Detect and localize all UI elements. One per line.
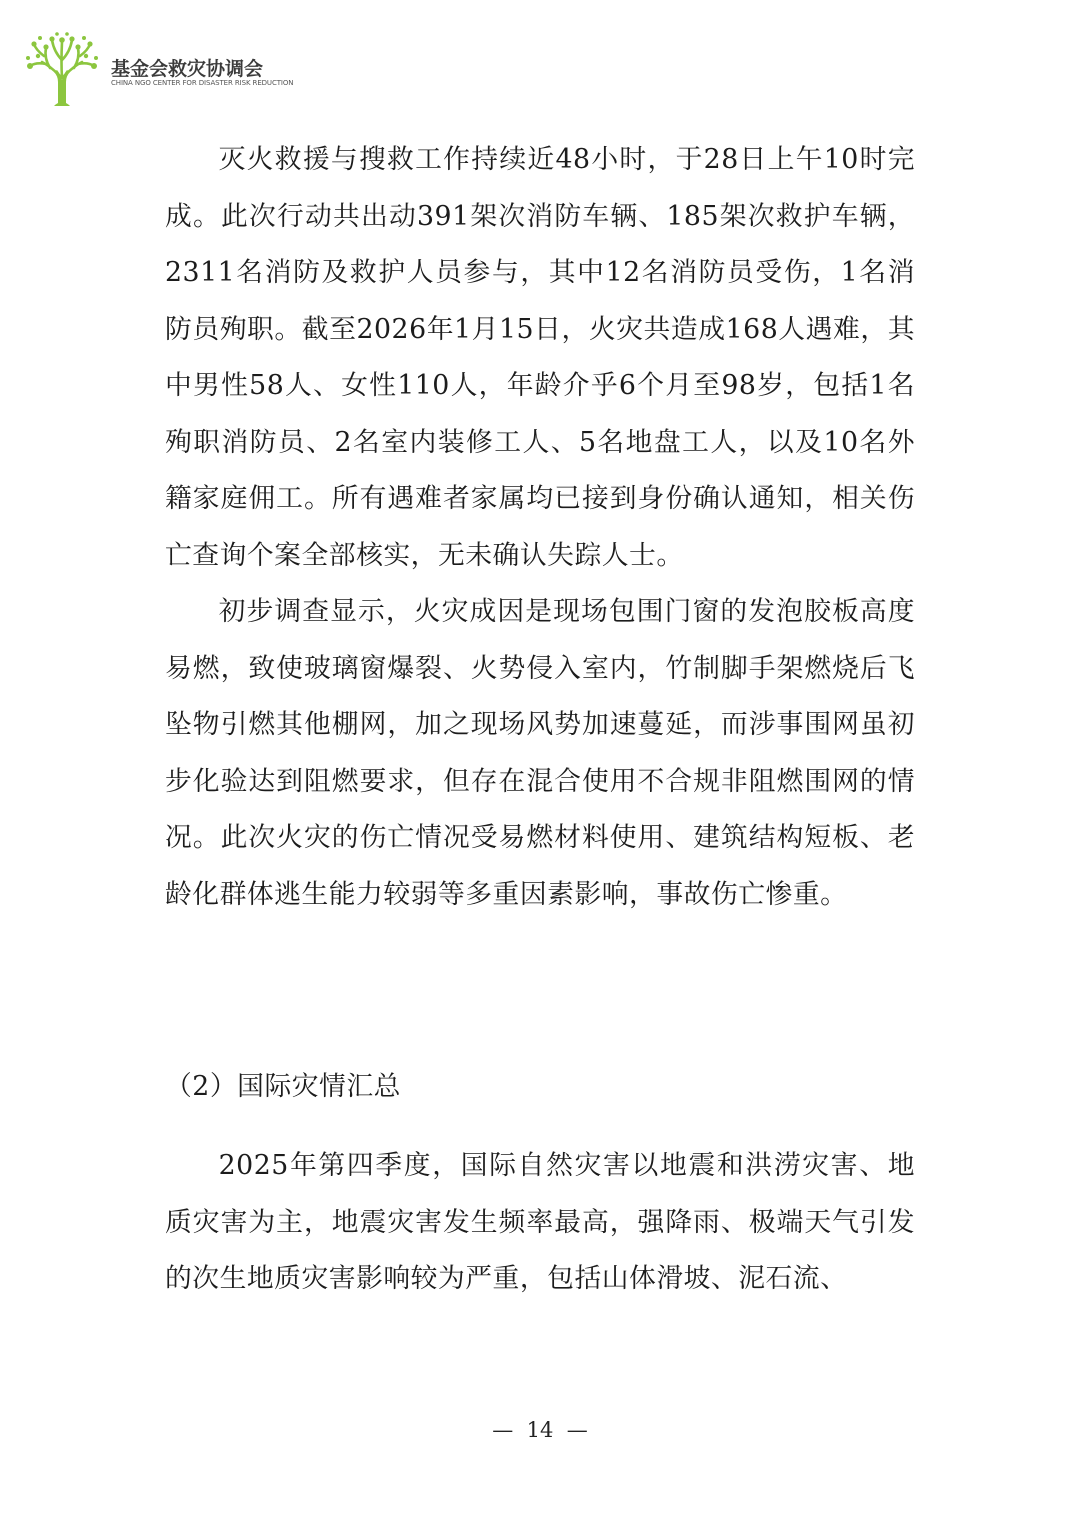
org-name-english: CHINA NGO CENTER FOR DISASTER RISK REDUCTION — [111, 79, 294, 87]
paragraph-rescue-casualties: 灭火救援与搜救工作持续近48小时，于28日上午10时完成。此次行动共出动391架次消防车辆、185架次救护车辆，2311名消防及救护人员参与，其中12名消防员受伤，1名消防员殉职。截至2026年1月15日，火灾共造成168人遇难，其中男性58人、女性110人，年龄介乎6个月至98岁，包括1名殉职消防员、2名室内装修工人、5名地盘工人，以及10名外籍家庭佣工。所有遇难者家属均已接到身份确认通知，相关伤亡查询个案全部核实，无未确认失踪人士。 — [165, 144, 915, 571]
main-content — [165, 132, 915, 923]
page-number: — 14 — — [492, 1418, 588, 1442]
paragraph-international-summary: 2025年第四季度，国际自然灾害以地震和洪涝灾害、地质灾害为主，地震灾害发生频率最高，强降雨、极端天气引发的次生地质灾害影响较为严重，包括山体滑坡、泥石流、 — [165, 1150, 915, 1294]
paragraph-fire-cause: 初步调查显示，火灾成因是现场包围门窗的发泡胶板高度易燃，致使玻璃窗爆裂、火势侵入室内，竹制脚手架燃烧后飞坠物引燃其他棚网，加之现场风势加速蔓延，而涉事围网虽初步化验达到阻燃要求，但存在混合使用不合规非阻燃围网的情况。此次火灾的伤亡情况受易燃材料使用、建筑结构短板、老龄化群体逃生能力较弱等多重因素影响，事故伤亡惨重。 — [165, 596, 915, 910]
header — [24, 32, 344, 108]
tree-logo-icon — [24, 32, 100, 108]
section-heading-international: （2）国际灾情汇总 — [165, 1071, 401, 1102]
org-name-chinese: 基金会救灾协调会 — [111, 58, 264, 80]
international-content — [165, 1138, 915, 1308]
